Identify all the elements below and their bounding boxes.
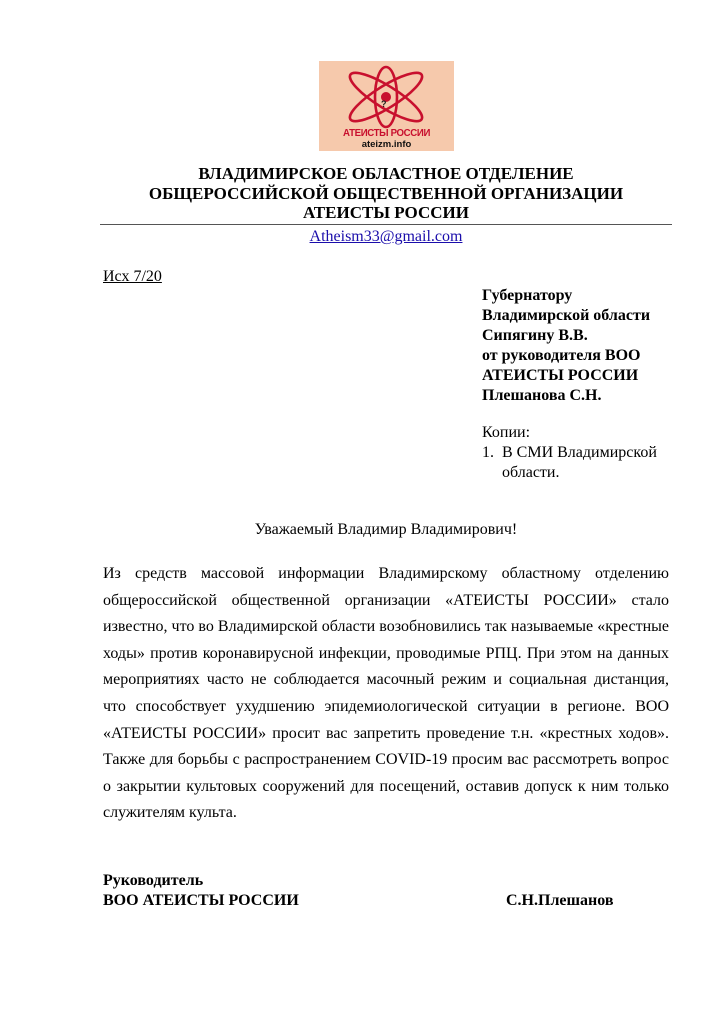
logo-website: ateizm.info bbox=[361, 139, 412, 150]
addressee-line: Владимирской области bbox=[482, 307, 651, 324]
copies-item-text: В СМИ Владимирской области. bbox=[502, 444, 657, 481]
header-divider bbox=[100, 224, 672, 225]
signature-org: ВОО АТЕИСТЫ РОССИИ bbox=[103, 892, 299, 909]
addressee-line: Сипягину В.В. bbox=[482, 327, 588, 344]
logo-title: АТЕИСТЫ РОССИИ bbox=[342, 127, 431, 139]
copies-label: Копии: bbox=[482, 424, 531, 441]
copies-item-number: 1. bbox=[482, 444, 494, 461]
org-header-line-3: АТЕИСТЫ РОССИИ bbox=[303, 203, 469, 222]
outgoing-reference: Исх 7/20 bbox=[103, 268, 162, 285]
salutation: Уважаемый Владимир Владимирович! bbox=[254, 521, 518, 538]
addressee-line: АТЕИСТЫ РОССИИ bbox=[482, 367, 639, 384]
signature-name: С.Н.Плешанов bbox=[506, 892, 614, 909]
email-container bbox=[100, 228, 672, 246]
signature-title: Руководитель bbox=[103, 872, 204, 889]
addressee-line: от руководителя ВОО bbox=[482, 347, 641, 364]
organization-logo bbox=[319, 61, 454, 151]
letter-body: Из средств массовой информации Владимирскому областному отделению общероссийской общественной организации «АТЕИСТЫ РОССИИ» стало известно, что во Владимирской области возобновились так называемые «крестные ходы» против коронавирусной инфекции, проводимые РПЦ. При этом на данных мероприятиях часто не соблюдается масочный режим и социальная дистанция, что способствует ухудшению эпидемиологической ситуации в регионе. ВОО «АТЕИСТЫ РОССИИ» просит вас запретить проведение т.н. «крестных ходов». Также для борьбы с распространением COVID-19 просим вас рассмотреть вопрос о закрытии культовых сооружений для посещений, оставив допуск к ним только служителям культа. bbox=[103, 565, 669, 822]
addressee-line: Плешанова С.Н. bbox=[482, 387, 602, 404]
addressee-line: Губернатору bbox=[482, 287, 573, 304]
svg-text:?: ? bbox=[381, 99, 387, 109]
email-link[interactable]: Atheism33@gmail.com bbox=[309, 228, 463, 245]
org-header-line-1: ВЛАДИМИРСКОЕ ОБЛАСТНОЕ ОТДЕЛЕНИЕ bbox=[198, 164, 574, 183]
org-header-line-2: ОБЩЕРОССИЙСКОЙ ОБЩЕСТВЕННОЙ ОРГАНИЗАЦИИ bbox=[148, 184, 624, 203]
